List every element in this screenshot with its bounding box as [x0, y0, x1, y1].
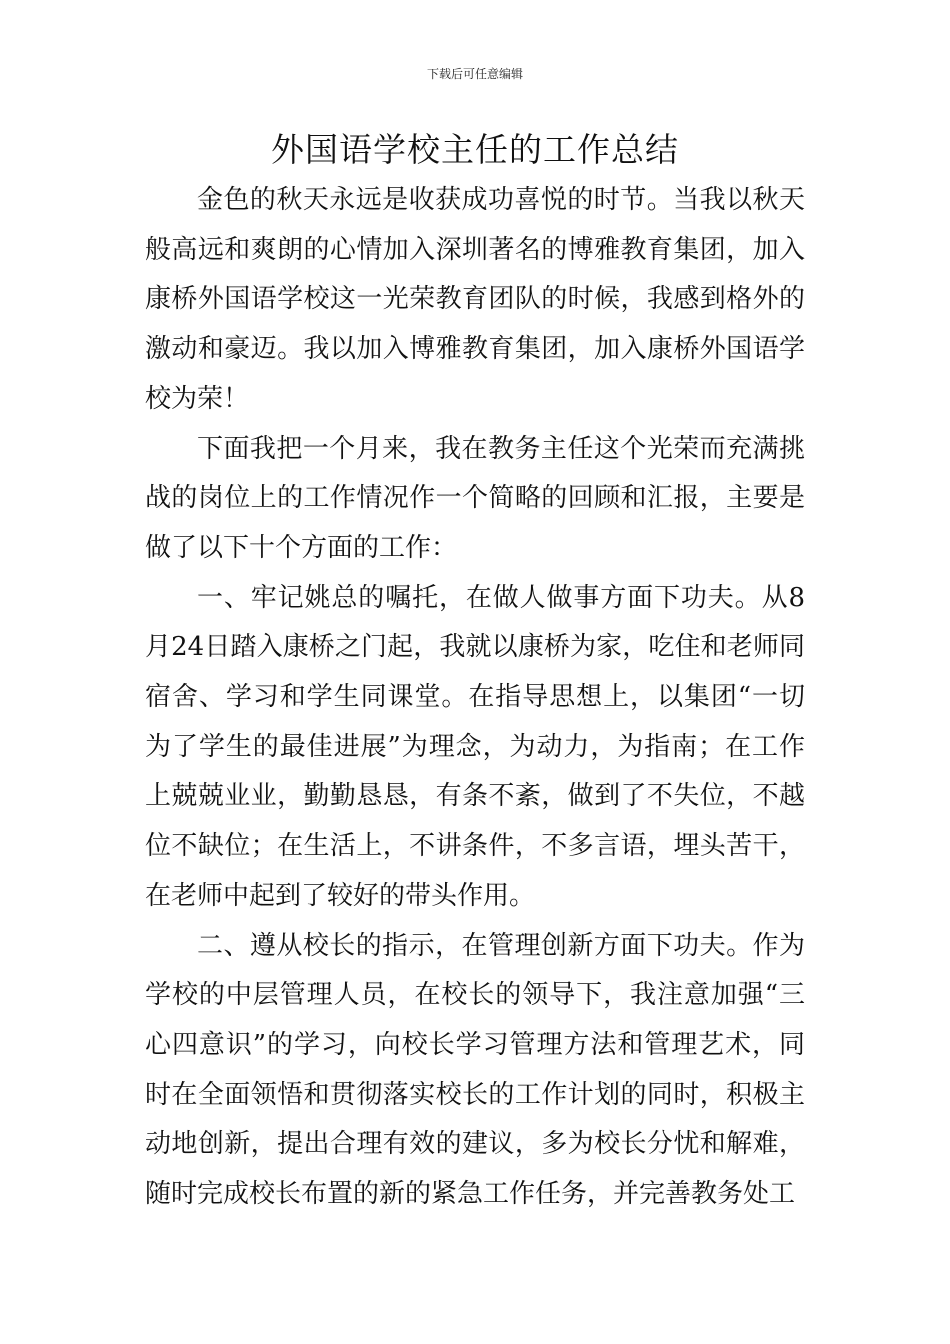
- document-title: 外国语学校主任的工作总结: [271, 130, 679, 169]
- document-body: [145, 176, 805, 1220]
- paragraph-intro: 金色的秋天永远是收获成功喜悦的时节。当我以秋天般高远和爽朗的心情加入深圳著名的博雅教育集团，加入康桥外国语学校这一光荣教育团队的时候，我感到格外的激动和豪迈。我以加入博雅教育集团，加入康桥外国语学校为荣！: [145, 185, 805, 414]
- paragraph-overview: 下面我把一个月来，我在教务主任这个光荣而充满挑战的岗位上的工作情况作一个简略的回顾和汇报，主要是做了以下十个方面的工作：: [145, 433, 805, 563]
- header-note: 下载后可任意编辑: [426, 67, 523, 81]
- paragraph-section-two: 二、遵从校长的指示，在管理创新方面下功夫。作为学校的中层管理人员，在校长的领导下，我注意加强“三心四意识”的学习，向校长学习管理方法和管理艺术，同时在全面领悟和贯彻落实校长的工作计划的同时，积极主动地创新，提出合理有效的建议，多为校长分忧和解难，随时完成校长布置的新的紧急工作任务，并完善教务处工: [145, 930, 805, 1210]
- paragraph-section-one: 一、牢记姚总的嘱托，在做人做事方面下功夫。从8月24日踏入康桥之门起，我就以康桥为家，吃住和老师同宿舍、学习和学生同课堂。在指导思想上，以集团“一切为了学生的最佳进展”为理念，为动力，为指南；在工作上兢兢业业，勤勤恳恳，有条不紊，做到了不失位，不越位不缺位；在生活上，不讲条件，不多言语，埋头苦干，在老师中起到了较好的带头作用。: [145, 582, 805, 911]
